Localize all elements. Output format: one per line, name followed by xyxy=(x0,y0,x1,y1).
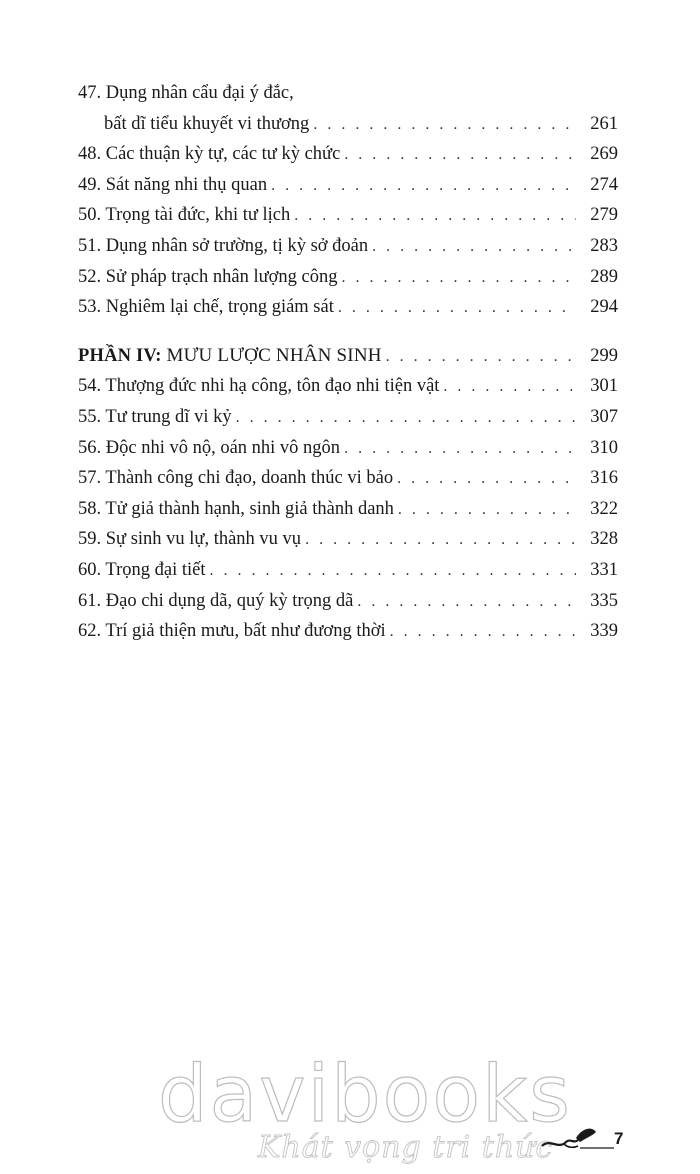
entry-page: 283 xyxy=(590,235,618,256)
entry-title: Thượng đức nhi hạ công, tôn đạo nhi tiện vật xyxy=(105,376,440,397)
toc-entry-47 xyxy=(78,78,618,139)
entry-page: 261 xyxy=(590,113,618,134)
dot-leader xyxy=(305,525,576,556)
dot-leader xyxy=(398,495,576,526)
entry-title: Nghiêm lại chế, trọng giám sát xyxy=(105,297,334,318)
entry-page: 301 xyxy=(590,376,618,397)
entry-page: 339 xyxy=(590,621,618,642)
part-title: MƯU LƯỢC NHÂN SINH xyxy=(166,344,382,366)
entry-page: 310 xyxy=(590,437,618,458)
toc-entry-62 xyxy=(78,616,618,647)
entry-number: 48. xyxy=(78,144,102,165)
entry-number: 53. xyxy=(78,297,102,318)
entry-title: Trí giả thiện mưu, bất như đương thời xyxy=(105,621,386,642)
toc-entry-51 xyxy=(78,231,618,262)
dot-leader xyxy=(338,293,576,324)
toc-entry-49 xyxy=(78,170,618,201)
entry-title: Đạo chi dụng dã, quý kỳ trọng dã xyxy=(105,590,354,611)
entry-title: Sử pháp trạch nhân lượng công xyxy=(105,266,338,287)
dot-leader xyxy=(390,617,576,648)
entry-title-line1: Dụng nhân cẩu đại ý đắc, xyxy=(105,83,294,103)
entry-title: Tử giả thành hạnh, sinh giả thành danh xyxy=(105,498,394,519)
entry-number: 56. xyxy=(78,437,102,458)
toc-entry-61 xyxy=(78,586,618,617)
entry-page: 269 xyxy=(590,144,618,165)
dot-leader xyxy=(344,434,576,465)
toc-entry-59 xyxy=(78,524,618,555)
entry-number: 57. xyxy=(78,468,102,489)
entry-number: 47. xyxy=(78,83,102,103)
entry-title: Sự sinh vu lự, thành vu vụ xyxy=(105,529,302,550)
entry-title: Trọng đại tiết xyxy=(105,559,206,580)
entry-title-line2: bất dĩ tiểu khuyết vi thương xyxy=(104,113,310,134)
entry-page: 322 xyxy=(590,498,618,519)
entry-number: 59. xyxy=(78,529,102,550)
entry-title: Dụng nhân sở trường, tị kỳ sở đoản xyxy=(105,235,369,256)
dot-leader xyxy=(357,587,576,618)
table-of-contents xyxy=(78,78,618,647)
entry-number: 60. xyxy=(78,559,102,580)
dot-leader xyxy=(372,232,576,263)
entry-title: Sát năng nhi thụ quan xyxy=(105,174,268,195)
entry-title: Tư trung dĩ vi kỷ xyxy=(105,406,232,427)
dot-leader xyxy=(236,403,576,434)
entry-page: 335 xyxy=(590,590,618,611)
toc-entry-56 xyxy=(78,433,618,464)
page-number: 7 xyxy=(614,1129,624,1148)
dot-leader xyxy=(294,201,576,232)
entry-number: 61. xyxy=(78,590,102,611)
dot-leader xyxy=(344,140,576,171)
entry-page: 307 xyxy=(590,406,618,427)
entry-title: Độc nhi vô nộ, oán nhi vô ngôn xyxy=(105,437,341,458)
dot-leader xyxy=(397,464,576,495)
dot-leader xyxy=(313,110,576,141)
entry-page: 274 xyxy=(590,174,618,195)
toc-entry-58 xyxy=(78,494,618,525)
dot-leader xyxy=(271,171,576,202)
toc-entry-57 xyxy=(78,463,618,494)
dot-leader xyxy=(342,263,577,294)
entry-page: 331 xyxy=(590,559,618,580)
dot-leader xyxy=(443,372,576,403)
toc-part-heading xyxy=(78,341,618,372)
entry-number: 50. xyxy=(78,205,102,226)
entry-number: 51. xyxy=(78,235,102,256)
dot-leader xyxy=(386,342,576,373)
toc-entry-53 xyxy=(78,292,618,323)
entry-number: 54. xyxy=(78,376,102,397)
entry-page: 328 xyxy=(590,529,618,550)
entry-page: 316 xyxy=(590,468,618,489)
part-page: 299 xyxy=(590,345,618,366)
entry-title: Thành công chi đạo, doanh thúc vi bảo xyxy=(105,468,394,489)
entry-title: Các thuận kỳ tự, các tư kỳ chức xyxy=(105,144,341,165)
toc-entry-52 xyxy=(78,262,618,293)
toc-entry-54 xyxy=(78,371,618,402)
brand-watermark: davibooks xyxy=(158,1050,572,1140)
toc-entry-48 xyxy=(78,139,618,170)
toc-entry-50 xyxy=(78,200,618,231)
toc-entry-55 xyxy=(78,402,618,433)
entry-number: 52. xyxy=(78,266,102,287)
dot-leader xyxy=(209,556,576,587)
entry-number: 49. xyxy=(78,174,102,195)
entry-page: 294 xyxy=(590,297,618,318)
entry-page: 289 xyxy=(590,266,618,287)
entry-number: 62. xyxy=(78,621,102,642)
entry-number: 55. xyxy=(78,406,102,427)
brand-slogan: Khát vọng tri thức xyxy=(258,1130,554,1165)
part-label: PHẦN IV: xyxy=(78,345,162,366)
toc-entry-60 xyxy=(78,555,618,586)
quill-ornament-icon xyxy=(540,1124,615,1156)
entry-number: 58. xyxy=(78,498,102,519)
entry-page: 279 xyxy=(590,205,618,226)
entry-title: Trọng tài đức, khi tư lịch xyxy=(105,205,291,226)
